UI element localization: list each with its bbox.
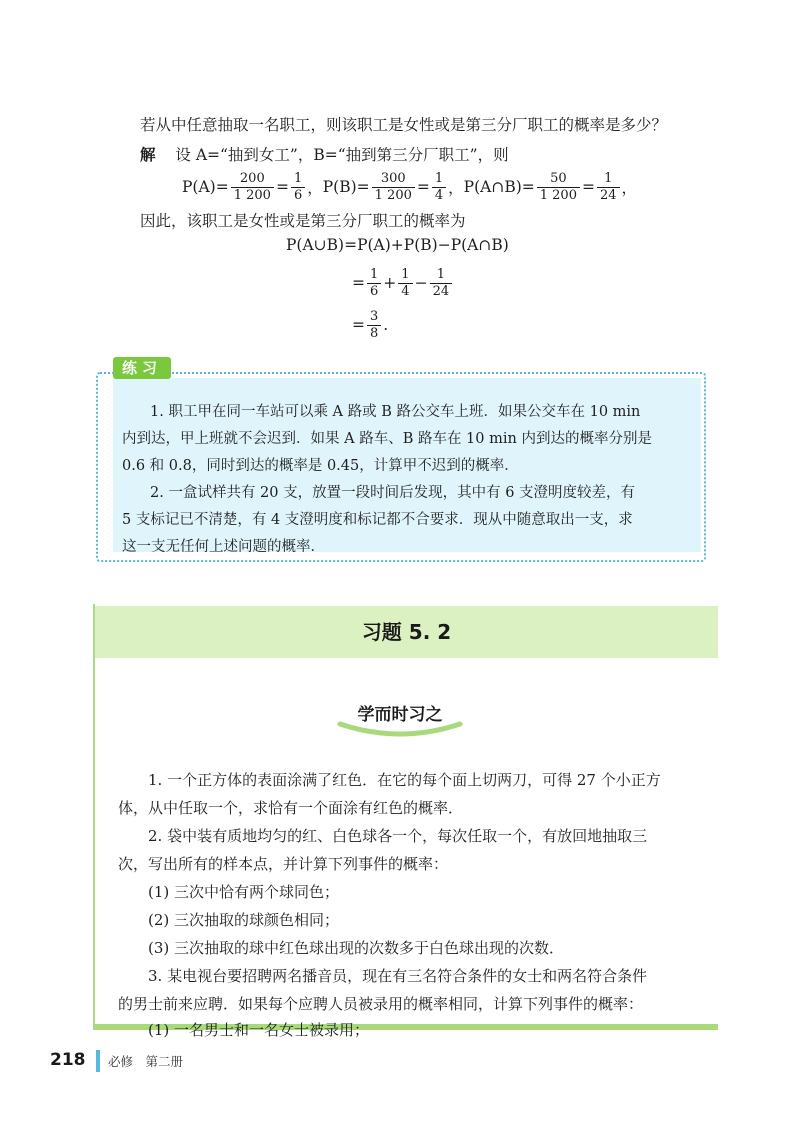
homework-line: (3) 三次抽取的球中红色球出现的次数多于白色球出现的次数． [148,939,565,957]
exercise-line: 2. 一盒试样共有 20 支，放置一段时间后发现，其中有 6 支澄明度较差，有 [150,485,636,501]
section-left-border [93,604,95,1030]
step2-eq: = [352,274,365,292]
subsection-swoosh-icon [336,714,464,738]
exercise-line: 内到达，甲上班就不会迟到．如果 A 路车、B 路车在 10 min 内到达的概率分别是 [122,431,652,447]
step2-frac-b: $\frac{1}{4}$ [398,268,412,299]
step2-frac-c: $\frac{1}{24}$ [430,268,453,299]
sep2: ， [448,179,464,197]
section-title: 习题 5. 2 [361,620,452,644]
book-title: 必修 第二册 [108,1054,184,1069]
pb-fraction: $\frac{300}{1 200}$ [372,172,415,203]
exercise-line: 1. 职工甲在同一车站可以乘 A 路或 B 路公交车上班．如果公交车在 10 min [150,404,641,420]
pa-result: $\frac{1}{6}$ [291,172,305,203]
pab-eq: = [581,178,595,196]
homework-line: 1. 一个正方体的表面涂满了红色．在它的每个面上切两刀，可得 27 个小正方 [148,771,661,789]
step3-frac: $\frac{3}{8}$ [367,310,381,341]
pab-fraction: $\frac{50}{1 200}$ [537,172,580,203]
homework-line: (1) 一名男士和一名女士被录用； [148,1021,370,1039]
pa-lhs: P(A)= [182,178,229,196]
page-marker-bar [96,1050,100,1072]
pa-eq: = [275,178,289,196]
pb-lhs: P(B)= [322,178,370,196]
therefore-text: 因此，该职工是女性或是第三分厂职工的概率为 [140,212,466,230]
page-number: 218 [50,1050,86,1070]
exercise-line: 0.6 和 0.8，同时到达的概率是 0.45，计算甲不迟到的概率． [122,458,519,474]
sep1: ， [307,179,323,197]
step2-frac-a: $\frac{1}{6}$ [367,268,381,299]
solution-label: 解 [140,145,156,164]
step2-plus: + [383,274,397,292]
sep3: ， [621,179,638,197]
step3 [352,304,388,346]
homework-line: 3. 某电视台要招聘两名播音员，现在有三名符合条件的女士和两名符合条件 [148,967,648,985]
exercise-line: 5 支标记已不清楚，有 4 支澄明度和标记都不合要求．现从中随意取出一支，求 [122,512,633,528]
exercise-tag: 练习 [113,357,171,379]
exercise-line: 这一支无任何上述问题的概率． [122,539,325,555]
step3-eq: = [352,316,365,334]
step2 [352,262,454,304]
step3-end: . [383,316,389,334]
homework-line: (2) 三次抽取的球颜色相同； [148,911,340,929]
pb-eq: = [416,178,430,196]
union-formula: P(A∪B)=P(A)+P(B)−P(A∩B) [286,236,509,254]
homework-line: 的男士前来应聘．如果每个应聘人员被录用的概率相同，计算下列事件的概率： [118,995,644,1013]
homework-line: 次，写出所有的样本点，并计算下列事件的概率： [118,855,449,873]
solution-define-text: 设 A=“抽到女工”，B=“抽到第三分厂职工”，则 [175,146,509,164]
subsection-label: 学而时习之 [357,705,443,725]
step2-minus: − [414,274,428,292]
solution-define [140,144,509,166]
homework-line: 2. 袋中装有质地均匀的红、白色球各一个，每次任取一个，有放回地抽取三 [148,827,648,845]
question-text: 若从中任意抽取一名职工，则该职工是女性或是第三分厂职工的概率是多少？ [140,116,668,134]
pab-lhs: P(A∩B)= [463,178,535,196]
pa-fraction: $\frac{200}{1 200}$ [231,172,274,203]
pab-result: $\frac{1}{24}$ [597,172,620,203]
pb-result: $\frac{1}{4}$ [432,172,446,203]
homework-line: (1) 三次中恰有两个球同色； [148,883,340,901]
homework-line: 体，从中任取一个，求恰有一个面涂有红色的概率． [118,799,464,817]
probability-values [182,166,637,208]
